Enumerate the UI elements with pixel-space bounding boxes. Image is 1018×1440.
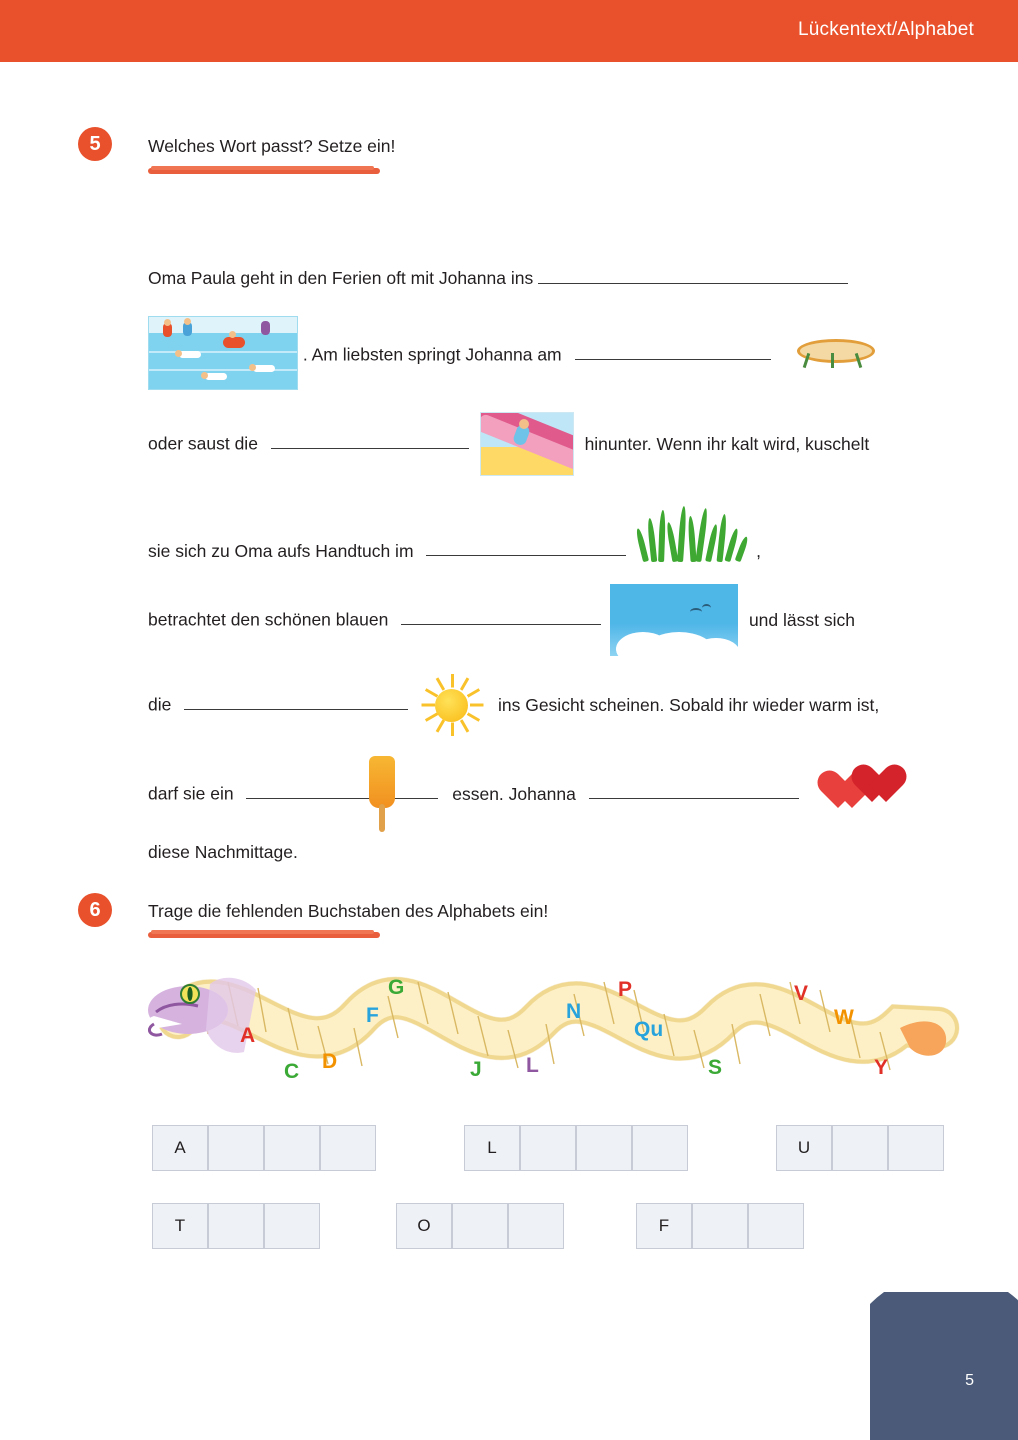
- letter-cell[interactable]: A: [152, 1125, 208, 1171]
- cloze-line-4-text-b: ,: [756, 541, 762, 561]
- page-number: 5: [965, 1372, 974, 1389]
- letter-cell[interactable]: F: [636, 1203, 692, 1249]
- letter-cell[interactable]: [576, 1125, 632, 1171]
- instruction-underline-6: [148, 932, 380, 938]
- cloze-blank-6[interactable]: [184, 694, 408, 710]
- cloze-blank-5[interactable]: [401, 609, 601, 625]
- cloze-line-1: [148, 236, 948, 320]
- letter-box-group-u: [776, 1125, 944, 1171]
- exercise-number-5: 5: [78, 127, 112, 161]
- snake-letter: S: [708, 1056, 723, 1079]
- cloze-blank-8[interactable]: [589, 783, 799, 799]
- letter-box-group-o: [396, 1203, 564, 1249]
- snake-letter: J: [470, 1058, 482, 1081]
- letter-cell[interactable]: O: [396, 1203, 452, 1249]
- letter-box-group-a: [152, 1125, 376, 1171]
- cloze-text: [148, 236, 948, 882]
- cloze-blank-4[interactable]: [426, 540, 626, 556]
- exercise-instruction-6: Trage die fehlenden Buchstaben des Alphabets ein!: [148, 901, 549, 921]
- cloze-line-4-text-a: sie sich zu Oma aufs Handtuch im: [148, 541, 414, 561]
- snake-letter: D: [322, 1050, 338, 1073]
- page-title: Lückentext/Alphabet: [798, 19, 974, 40]
- cloze-line-8: [148, 842, 948, 882]
- hearts-icon: [828, 764, 924, 824]
- snake-letter: F: [366, 1004, 379, 1027]
- water-slide-icon: [480, 412, 574, 476]
- cloze-line-6: [148, 672, 948, 756]
- letter-cell[interactable]: T: [152, 1203, 208, 1249]
- page-corner: [870, 1292, 1018, 1440]
- snake-letter: Y: [874, 1056, 889, 1079]
- sun-icon: [417, 672, 489, 738]
- cloze-line-8-text: diese Nachmittage.: [148, 842, 298, 862]
- cloze-line-7-text-a: darf sie ein: [148, 783, 234, 804]
- letter-cell[interactable]: [748, 1203, 804, 1249]
- snake-letter: C: [284, 1060, 300, 1083]
- cloze-line-6-text-a: die: [148, 694, 172, 715]
- cloze-line-7-text-b: essen. Johanna: [452, 783, 576, 804]
- snake-letter: A: [240, 1024, 256, 1047]
- letter-cell[interactable]: [632, 1125, 688, 1171]
- cloze-blank-3[interactable]: [271, 433, 469, 449]
- snake-letter: V: [794, 982, 809, 1005]
- letter-cell[interactable]: [208, 1125, 264, 1171]
- exercise-instruction-5: Welches Wort passt? Setze ein!: [148, 136, 396, 156]
- letter-box-group-l: [464, 1125, 688, 1171]
- swimming-pool-icon: [148, 316, 298, 390]
- cloze-line-6-text-b: ins Gesicht scheinen. Sobald ihr wieder warm ist,: [497, 694, 880, 715]
- letter-cell[interactable]: [320, 1125, 376, 1171]
- trampoline-icon: [797, 337, 869, 373]
- cloze-line-5-text-a: betrachtet den schönen blauen: [148, 609, 389, 630]
- letter-cell[interactable]: L: [464, 1125, 520, 1171]
- letter-cell[interactable]: [520, 1125, 576, 1171]
- snake-letter: L: [526, 1054, 539, 1077]
- cloze-line-2: [148, 320, 948, 412]
- exercise-number-6: 6: [78, 893, 112, 927]
- cloze-blank-2[interactable]: [575, 344, 771, 360]
- letter-cell[interactable]: [832, 1125, 888, 1171]
- cloze-line-7: [148, 756, 948, 842]
- cloze-line-3-text-b: hinunter. Wenn ihr kalt wird, kuschelt: [584, 433, 870, 454]
- blue-sky-icon: [610, 584, 738, 656]
- cloze-line-5-text-b: und lässt sich: [748, 609, 855, 630]
- letter-cell[interactable]: [264, 1125, 320, 1171]
- cloze-blank-1[interactable]: [538, 268, 848, 284]
- letter-cell[interactable]: [208, 1203, 264, 1249]
- letter-cell[interactable]: [264, 1203, 320, 1249]
- letter-box-group-t: [152, 1203, 320, 1249]
- letter-cell[interactable]: [452, 1203, 508, 1249]
- snake-letter: W: [834, 1006, 854, 1029]
- cloze-line-1-text: Oma Paula geht in den Ferien oft mit Johanna ins: [148, 268, 534, 288]
- letter-box-group-f: [636, 1203, 804, 1249]
- letter-cell[interactable]: [692, 1203, 748, 1249]
- snake-letter: G: [388, 976, 405, 999]
- header-left-edge: [0, 0, 13, 62]
- grass-icon: [635, 500, 751, 562]
- cloze-blank-7[interactable]: [246, 783, 438, 799]
- snake-letter: N: [566, 1000, 582, 1023]
- instruction-underline-5: [148, 168, 380, 174]
- letter-cell[interactable]: U: [776, 1125, 832, 1171]
- letter-cell[interactable]: [888, 1125, 944, 1171]
- cloze-line-5: [148, 584, 948, 672]
- snake-letter: Qu: [634, 1018, 664, 1041]
- cloze-line-2-text: . Am liebsten springt Johanna am: [302, 344, 562, 365]
- snake-body-icon: [148, 968, 960, 1106]
- alphabet-snake: [148, 968, 960, 1106]
- cloze-line-3-text-a: oder saust die: [148, 433, 258, 454]
- cloze-line-3: [148, 412, 948, 500]
- ice-lolly-icon: [365, 756, 399, 832]
- snake-letter: P: [618, 978, 633, 1001]
- letter-cell[interactable]: [508, 1203, 564, 1249]
- cloze-line-4: [148, 500, 948, 584]
